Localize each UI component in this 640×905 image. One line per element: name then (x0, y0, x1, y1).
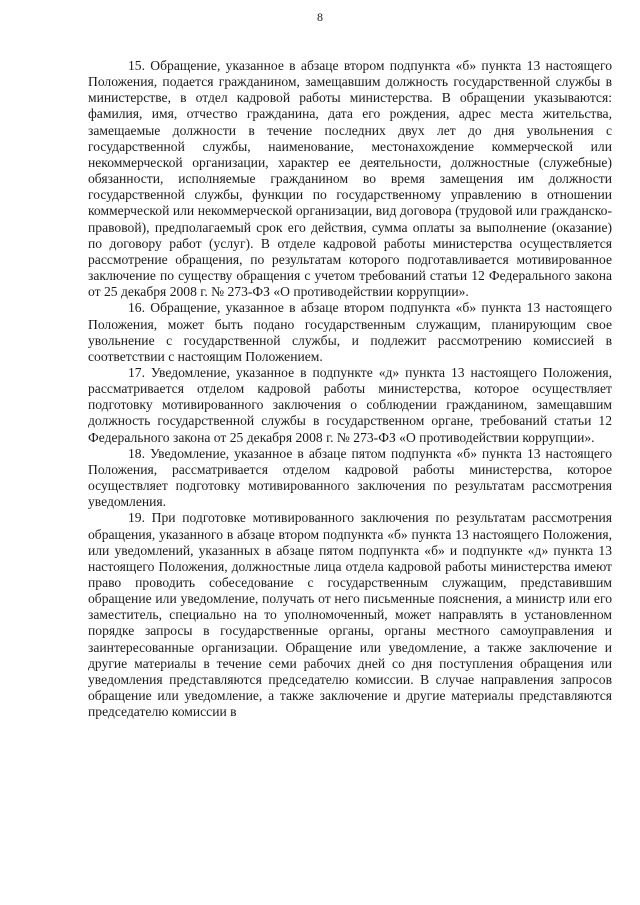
paragraph-18: 18. Уведомление, указанное в абзаце пятом подпункта «б» пункта 13 настоящего Положения, рассматривается отделом кадровой работы министерства, которое осуществляет подготовку мотивированного заключения по результатам рассмотрения уведомления. (88, 445, 612, 510)
paragraph-16: 16. Обращение, указанное в абзаце втором подпункта «б» пункта 13 настоящего Положения, может быть подано государственным служащим, планирующим свое увольнение с государственной службы, и подлежит рассмотрению комиссией в соответствии с настоящим Положением. (88, 300, 612, 364)
paragraph-19: 19. При подготовке мотивированного заключения по результатам рассмотрения обращения, указанного в абзаце втором подпункта «б» пункта 13 настоящего Положения, или уведомлений, указанных в абзаце пятом подпункта «б» и подпункте «д» пункта 13 настоящего Положения, должностные лица отдела кадровой работы министерства имеют право проводить собеседование с государственным служащим, представившим обращение или уведомление, получать от него письменные пояснения, а министр или его заместитель, специально на то уполномоченный, может направлять в установленном порядке запросы в государственные органы, органы местного самоуправления и заинтересованные организации. Обращение или уведомление, а также заключение и другие материалы в течение семи рабочих дней со дня поступления обращения или уведомления представляются председателю комиссии. В случае направления запросов обращение или уведомление, а также заключение и другие материалы представляются председателю комиссии в (88, 510, 612, 720)
page-number: 8 (317, 10, 323, 24)
paragraph-17: 17. Уведомление, указанное в подпункте «д» пункта 13 настоящего Положения, рассматривается отделом кадровой работы министерства, которое осуществляет подготовку мотивированного заключения о соблюдении гражданином, замещавшим должность государственной службы в государственном органе, требований статьи 12 Федерального закона от 25 декабря 2008 г. № 273-ФЗ «О противодействии коррупции». (88, 364, 612, 445)
paragraph-15: 15. Обращение, указанное в абзаце втором подпункта «б» пункта 13 настоящего Положения, подается гражданином, замещавшим должность государственной службы в министерстве, в отдел кадровой работы министерства. В обращении указываются: фамилия, имя, отчество гражданина, дата его рождения, адрес места жительства, замещаемые должности в течение последних двух лет до дня увольнения с государственной службы, наименование, местонахождение коммерческой или некоммерческой организации, характер ее деятельности, должностные (служебные) обязанности, исполняемые гражданином во время замещения им должности государственной службы, функции по государственному управлению в отношении коммерческой или некоммерческой организации, вид договора (трудовой или гражданско-правовой), предполагаемый срок его действия, сумма оплаты за выполнение (оказание) по договору работ (услуг). В отделе кадровой работы министерства осуществляется рассмотрение обращения, по результатам которого подготавливается мотивированное заключение по существу обращения с учетом требований статьи 12 Федерального закона от 25 декабря 2008 г. № 273-ФЗ «О противодействии коррупции». (88, 58, 612, 300)
document-body (88, 58, 612, 720)
